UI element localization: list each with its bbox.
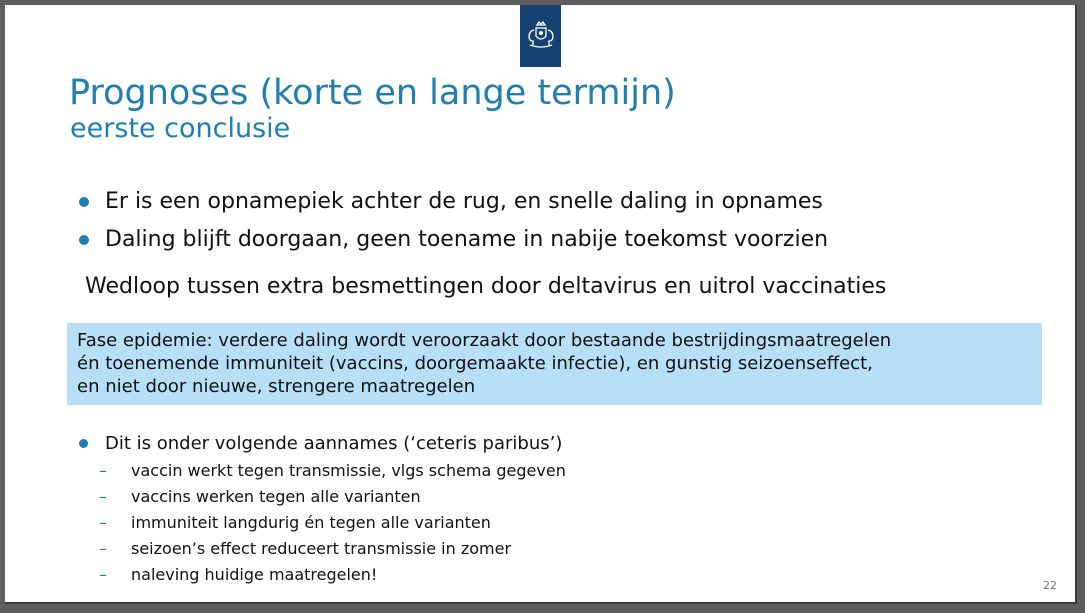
assumption-item bbox=[77, 458, 566, 484]
dash-marker: – bbox=[99, 539, 107, 558]
key-statement: Wedloop tussen extra besmettingen door deltavirus en uitrol vaccinaties bbox=[85, 274, 887, 299]
dash-marker: – bbox=[99, 513, 107, 532]
assumptions-heading bbox=[77, 432, 566, 456]
bullet-item bbox=[77, 183, 828, 221]
rijksoverheid-logo bbox=[520, 5, 561, 67]
bullet-dot-icon bbox=[79, 439, 88, 448]
assumptions-section bbox=[77, 432, 566, 588]
dash-marker: – bbox=[99, 565, 107, 584]
main-bullet-list bbox=[77, 183, 828, 259]
callout-line: én toenemende immuniteit (vaccins, doorgemaakte infectie), en gunstig seizoenseffect, bbox=[77, 353, 873, 374]
bullet-dot-icon bbox=[79, 235, 89, 245]
slide-title: Prognoses (korte en lange termijn) bbox=[69, 73, 676, 113]
epidemic-phase-callout bbox=[67, 323, 1042, 405]
callout-line: en niet door nieuwe, strengere maatregelen bbox=[77, 376, 476, 397]
assumption-text: seizoen’s effect reduceert transmissie in zomer bbox=[131, 539, 512, 558]
coat-of-arms-icon bbox=[524, 21, 558, 51]
assumption-item bbox=[77, 510, 566, 536]
assumption-item bbox=[77, 536, 566, 562]
bullet-item bbox=[77, 221, 828, 259]
bullet-dot-icon bbox=[79, 197, 89, 207]
assumption-text: immuniteit langdurig én tegen alle varianten bbox=[131, 513, 491, 532]
slide-subtitle: eerste conclusie bbox=[70, 113, 291, 144]
assumption-text: vaccins werken tegen alle varianten bbox=[131, 487, 421, 506]
bullet-text: Er is een opnamepiek achter de rug, en snelle daling in opnames bbox=[105, 189, 823, 214]
dash-marker: – bbox=[99, 461, 107, 480]
page-number: 22 bbox=[1043, 579, 1057, 592]
assumption-item bbox=[77, 484, 566, 510]
callout-line: Fase epidemie: verdere daling wordt veroorzaakt door bestaande bestrijdingsmaatregelen bbox=[77, 330, 892, 351]
assumption-item bbox=[77, 562, 566, 588]
dash-marker: – bbox=[99, 487, 107, 506]
slide bbox=[5, 5, 1077, 604]
assumption-text: vaccin werkt tegen transmissie, vlgs schema gegeven bbox=[131, 461, 566, 480]
bullet-text: Daling blijft doorgaan, geen toename in nabije toekomst voorzien bbox=[105, 227, 829, 252]
assumptions-list bbox=[77, 458, 566, 588]
assumption-text: naleving huidige maatregelen! bbox=[131, 565, 378, 584]
assumptions-heading-text: Dit is onder volgende aannames (‘ceteris paribus’) bbox=[105, 433, 563, 454]
